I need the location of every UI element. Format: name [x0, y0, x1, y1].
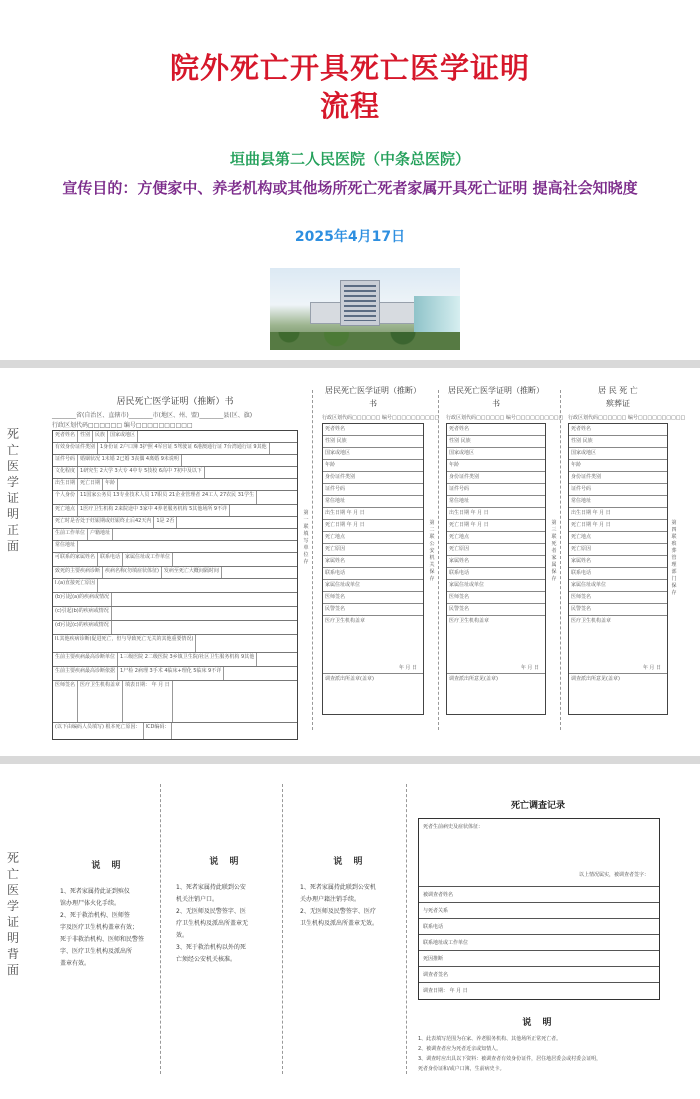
stub3-row — [447, 424, 545, 436]
survey-note-heading: 说 明 — [522, 1018, 556, 1028]
stub3-row-label: 出生日期 年 月 日 — [449, 510, 489, 516]
note-1-body — [60, 886, 156, 970]
stub4-row-label: 出生日期 年 月 日 — [571, 510, 611, 516]
main-form-row — [53, 517, 297, 529]
main-form-row — [53, 431, 297, 443]
stub2-row — [323, 616, 423, 674]
main-form-cell: II.其他疾病诊断(促进死亡，但与导致死亡无关的其他重要情况) — [55, 635, 196, 652]
note-line: 关办理户籍注销手续。 — [300, 896, 361, 903]
stub4-row — [569, 568, 667, 580]
main-form-row — [53, 593, 297, 607]
main-form-row — [53, 479, 297, 491]
perforation-line — [438, 390, 439, 730]
main-form-row — [53, 635, 297, 653]
stub4-row — [569, 436, 667, 448]
survey-history-sign: 以上情况属实，被调查者签字： — [578, 872, 649, 878]
main-form-code-line: 行政区划代码□□□□□□ 编号□□□□□□□□□□ — [52, 422, 193, 429]
survey-history-label: 死者生前病史及症状体征： — [423, 824, 484, 830]
stub3-row — [447, 484, 545, 496]
main-form-cell: 性别 — [80, 431, 93, 442]
main-form-cell: ICD编码： — [146, 723, 173, 739]
stub4-row-label: 调查派出所意见(盖章) — [571, 676, 620, 682]
main-form-row — [53, 505, 297, 517]
main-form-cell: 文化程度 — [55, 467, 78, 478]
main-form-cell: 发病至死亡大概间隔时间 — [164, 567, 222, 578]
note-line: 机关注销户口。 — [176, 896, 219, 903]
survey-row: 调查日期： 年 月 日 — [423, 988, 468, 994]
stub3-row — [447, 592, 545, 604]
gap-label-1: 第一联 填写单位存 — [303, 510, 309, 565]
purpose-text: 宣传目的：方便家中、养老机构或其他场所死亡死者家属开具死亡证明 提高社会知晓度 — [62, 179, 638, 197]
stub4-row-label: 身份证件类别 — [571, 474, 602, 480]
note-2 — [176, 856, 276, 966]
main-form-cell: 常住地址 — [55, 541, 78, 552]
stub3-row — [447, 580, 545, 592]
main-form-row — [53, 553, 297, 567]
main-form-title: 居民死亡医学证明（推断）书 — [116, 397, 234, 407]
stub4-row — [569, 532, 667, 544]
note-3-heading: 说 明 — [333, 857, 367, 867]
stub3-row-label: 证件号码 — [449, 486, 470, 492]
note-line: 效。 — [176, 932, 189, 939]
main-form-row — [53, 455, 297, 467]
main-form-cell: 有效身份证件类别 — [55, 443, 98, 454]
stub3-row — [447, 460, 545, 472]
stub4-row-label: 医师签名 — [571, 594, 592, 600]
stub4-row-label: 死者姓名 — [571, 426, 592, 432]
main-form-row — [53, 681, 297, 723]
main-form-row — [53, 607, 297, 621]
main-certificate-form — [52, 394, 298, 740]
note-line: 1、死者家属持此证到殡仪 — [60, 888, 130, 895]
note-line: 2、死于救治机构、医师签 — [60, 912, 130, 919]
stub2-row — [323, 556, 423, 568]
stub2-row — [323, 424, 423, 436]
perforation-line — [282, 784, 283, 1074]
stub3-row — [447, 448, 545, 460]
note-2-body — [176, 882, 276, 966]
stub3-title: 居民死亡医学证明（推断）书 — [448, 386, 544, 408]
stub3-row-label: 性别 民族 — [449, 438, 471, 444]
hospital-photo — [270, 268, 460, 350]
survey-note-line: 3、调查时应出具以下资料：被调查者有效身份证件，居住地居委会或村委会证明， — [418, 1056, 602, 1062]
main-form-cell: 11国家公务员 13专业技术人员 17职员 21企业管理者 24工人 27农民 31学生 — [80, 491, 257, 504]
note-line: 2、无医师及民警签字、医疗 — [300, 908, 376, 915]
main-form-cell: 1研究生 2大学 3大专 4中专 5技校 6高中 7初中及以下 — [80, 467, 205, 478]
stub3-row-label: 家属姓名 — [449, 558, 470, 564]
header — [0, 0, 700, 362]
stub3-row — [447, 556, 545, 568]
perforation-line — [406, 784, 407, 1074]
stub3-meta: 行政区划代码□□□□□□ 编号□□□□□□□□□□ — [446, 415, 564, 421]
stub2-row — [323, 592, 423, 604]
survey-row: 死因推断 — [419, 951, 659, 967]
stub2-row-label: 年龄 — [325, 462, 336, 468]
main-form-cell: 疾病名称(勿填症状体征) — [105, 567, 162, 578]
main-form-cell: 1身份证 2户口簿 3护照 4军官证 5驾驶证 6港澳通行证 7台湾通行证 9其他 — [100, 443, 270, 454]
stub3-row-label: 死亡原因 — [449, 546, 470, 552]
note-line: 2、无医师及民警签字、医 — [176, 908, 246, 915]
stub2-row-label: 医疗卫生机构盖章 — [325, 618, 366, 624]
main-form-row — [53, 491, 297, 505]
certificate-back — [0, 764, 700, 1099]
stub2-row-label: 家属姓名 — [325, 558, 346, 564]
survey-title: 死亡调查记录 — [510, 801, 565, 811]
stub3-row — [447, 616, 545, 674]
stub4-title: 居 民 死 亡 — [598, 386, 638, 395]
stub2-row-label: 性别 民族 — [325, 438, 347, 444]
stub2-title: 居民死亡医学证明（推断）书 — [325, 386, 421, 408]
main-form-grid — [52, 430, 298, 740]
stub2-row-label: 身份证件类别 — [325, 474, 356, 480]
main-form-cell: 婚姻状况 1未婚 2已婚 3丧偶 4离婚 9未说明 — [80, 455, 182, 466]
stub3-row — [447, 532, 545, 544]
stub4-row — [569, 508, 667, 520]
stub2-row — [323, 496, 423, 508]
stub2-row-label: 民警签名 — [325, 606, 346, 612]
main-form-row — [53, 579, 297, 593]
stub3-row-label: 死亡地点 — [449, 534, 470, 540]
stub2-row — [323, 484, 423, 496]
survey-note-body — [418, 1034, 660, 1074]
stub2-row — [323, 508, 423, 520]
gap-label-2: 第二联 公安机关保存 — [429, 520, 435, 582]
stub4-row-label: 性别 民族 — [571, 438, 593, 444]
stub4-row — [569, 472, 667, 484]
stub3-row-label: 联系电话 — [449, 570, 470, 576]
main-form-row — [53, 723, 297, 739]
stub2-row-label: 死者姓名 — [325, 426, 346, 432]
stub2-row-label: 死亡日期 年 月 日 — [325, 522, 365, 528]
perforation-line — [560, 390, 561, 730]
main-form-cell: 死者姓名 — [55, 431, 78, 442]
main-form-cell: 个人身份 — [55, 491, 78, 504]
main-form-cell: 生前主要疾病最高诊断依据 — [55, 667, 118, 680]
stub2-row — [323, 520, 423, 532]
stub3-row — [447, 604, 545, 616]
hospital-name: 垣曲县第二人民医院（中条总医院） — [229, 150, 470, 168]
stub3-row — [447, 496, 545, 508]
stub3-row — [447, 508, 545, 520]
note-line: 1、死者家属持此联到公安机 — [300, 884, 376, 891]
main-form-region-line: ________省(自治区、直辖市)________市(地区、州、盟)________县(区、旗) — [52, 412, 253, 419]
note-line: 亡须经公安机关核准。 — [176, 956, 237, 963]
main-form-row — [53, 653, 297, 667]
stub4-row-label: 死亡原因 — [571, 546, 592, 552]
perforation-line — [160, 784, 161, 1074]
stub2-row — [323, 436, 423, 448]
main-form-row — [53, 443, 297, 455]
stub2-row — [323, 568, 423, 580]
note-3-body — [300, 882, 400, 930]
stub4-row-label: 证件号码 — [571, 486, 592, 492]
stub4-row-label: 民警签名 — [571, 606, 592, 612]
survey-row: 联系地址或工作单位 — [419, 935, 659, 951]
survey-row: 联系电话 — [419, 919, 659, 935]
stub2-row — [323, 448, 423, 460]
main-form-cell: (b)引起(a)的疾病或情况 — [55, 593, 112, 606]
note-line: 字及医疗卫生机构盖章有效； — [60, 924, 139, 931]
stub4-row-label: 医疗卫生机构盖章 — [571, 618, 612, 624]
building-tower — [340, 280, 380, 326]
stub2-row — [323, 544, 423, 556]
stub3-row — [447, 674, 545, 714]
survey-note-line: 2、被调查者应为死者近亲或知情人。 — [418, 1046, 502, 1052]
stub2-row — [323, 472, 423, 484]
stub2-sign-date: 年 月 日 — [398, 665, 417, 671]
main-form-cell: 死亡时是否处于妊娠期或妊娠终止后42天内 — [55, 517, 154, 528]
survey-row: 调查者签名 — [419, 967, 659, 983]
survey-note — [418, 1018, 660, 1074]
note-2-heading: 说 明 — [209, 857, 243, 867]
stub3-row — [447, 568, 545, 580]
perforation-line — [312, 390, 313, 730]
stub2-row-label: 死亡地点 — [325, 534, 346, 540]
stub4-row-label: 家属住址或单位 — [571, 582, 607, 588]
stub3-sign-date: 年 月 日 — [520, 665, 539, 671]
stub4-row — [569, 448, 667, 460]
stub3-row-label: 医疗卫生机构盖章 — [449, 618, 490, 624]
main-form-row — [53, 529, 297, 541]
main-form-cell: 国家或地区 — [110, 431, 138, 442]
stub4-row — [569, 424, 667, 436]
stub4-row-label: 家属姓名 — [571, 558, 592, 564]
main-form-cell: 生前工作单位 — [55, 529, 88, 540]
stub4-row — [569, 556, 667, 568]
stub2-grid — [322, 423, 424, 715]
side-label-front: 死亡医学证明 正面 — [6, 427, 19, 553]
main-form-row — [53, 667, 297, 681]
survey-row: 与死者关系 — [419, 903, 659, 919]
section-divider — [0, 360, 700, 368]
note-line: 疗卫生机构及派出所盖章无 — [176, 920, 249, 927]
main-form-cell: 户籍地址 — [90, 529, 113, 540]
section-divider — [0, 756, 700, 764]
survey-table — [418, 818, 660, 1000]
stub4-sign-date: 年 月 日 — [642, 665, 661, 671]
stub3-row-label: 身份证件类别 — [449, 474, 480, 480]
stub2-row — [323, 604, 423, 616]
stub4-row — [569, 674, 667, 714]
main-form-row — [53, 567, 297, 579]
stub4-row — [569, 520, 667, 532]
stub4-row-label: 年龄 — [571, 462, 582, 468]
main-form-cell: 1是 2否 — [156, 517, 177, 528]
main-form-cell: (c)引起(b)的疾病或情况 — [55, 607, 112, 620]
stub2-row-label: 调查派出所盖章(盖章) — [325, 676, 374, 682]
stub2-row-label: 死亡原因 — [325, 546, 346, 552]
stub3-grid — [446, 423, 546, 715]
page-title-line2: 流程 — [319, 89, 380, 123]
stub3-row-label: 民警签名 — [449, 606, 470, 612]
main-form-cell: 年龄 — [105, 479, 118, 490]
note-line: 死于非救治机构、医师和民警签 — [60, 936, 145, 943]
stub4-row — [569, 604, 667, 616]
gap-label-3: 第三联 死者家属保存 — [551, 520, 557, 582]
note-line: 3、死于救治机构以外的死 — [176, 944, 246, 951]
stub4-row — [569, 460, 667, 472]
main-form-cell: I.(a)直接死亡原因 — [55, 579, 98, 592]
stub3-row-label: 调查派出所意见(盖章) — [449, 676, 498, 682]
gap-label-4: 第四联 殡葬管理部门保存 — [671, 520, 677, 596]
stub4-row-label: 常住地址 — [571, 498, 592, 504]
stub2-row-label: 国家或地区 — [325, 450, 351, 456]
stub3-row-label: 死亡日期 年 月 日 — [449, 522, 489, 528]
stub4-meta: 行政区划代码□□□□□□ 编号□□□□□□□□□□ — [568, 415, 686, 421]
stub4-grid — [568, 423, 668, 715]
stub2-row-label: 联系电话 — [325, 570, 346, 576]
stub4-row-label: 联系电话 — [571, 570, 592, 576]
survey-row: 被调查者姓名 — [419, 887, 659, 903]
stub2-row-label: 常住地址 — [325, 498, 346, 504]
stub3-row-label: 年龄 — [449, 462, 460, 468]
note-3 — [300, 856, 400, 930]
main-form-row — [53, 467, 297, 479]
survey-note-line: 死者身份证和/或户口簿，生前病史卡。 — [418, 1066, 505, 1072]
main-form-cell: 医师签名 — [55, 681, 78, 722]
stub2-row — [323, 532, 423, 544]
note-1 — [60, 860, 156, 970]
stub2-row-label: 出生日期 年 月 日 — [325, 510, 365, 516]
note-line: 馆办理尸体火化手续。 — [60, 900, 121, 907]
side-label-back: 死亡医学证明 背面 — [6, 851, 19, 977]
stub4-row-label: 国家或地区 — [571, 450, 597, 456]
stub3-row — [447, 472, 545, 484]
main-form-cell: 1三级医院 2二级医院 3乡镇卫生院/社区卫生服务机构 9其他 — [120, 653, 257, 666]
note-line: 1、死者家属持此联到公安 — [176, 884, 246, 891]
stub2-row-label: 医师签名 — [325, 594, 346, 600]
stub2-meta: 行政区划代码□□□□□□ 编号□□□□□□□□□□ — [322, 415, 440, 421]
stub3-row — [447, 544, 545, 556]
stub4-row — [569, 592, 667, 604]
note-line: 字、医疗卫生机构及派出所 — [60, 948, 133, 955]
main-form-cell: 家属住址或工作单位 — [125, 553, 173, 566]
main-form-row — [53, 621, 297, 635]
page-title: 院外死亡开具死亡医学证明 — [169, 51, 530, 85]
stub4-row — [569, 580, 667, 592]
note-line: 卫生机构及派出所盖章无效。 — [300, 920, 379, 927]
main-form-row — [53, 541, 297, 553]
stub2-row — [323, 460, 423, 472]
main-form-cell: 可联系的家属姓名 — [55, 553, 98, 566]
stub3-row-label: 医师签名 — [449, 594, 470, 600]
main-form-cell: 联系电话 — [100, 553, 123, 566]
survey-history-row — [419, 819, 659, 887]
stub4-row-label: 死亡日期 年 月 日 — [571, 522, 611, 528]
stub3-row-label: 家属住址或单位 — [449, 582, 485, 588]
main-form-cell: 致死的主要疾病诊断 — [55, 567, 103, 578]
certificate-front — [0, 370, 700, 756]
main-form-cell: 死亡地点 — [55, 505, 78, 516]
stub4-row — [569, 544, 667, 556]
main-form-cell: 填表日期： 年 月 日 — [125, 681, 173, 722]
main-form-cell: 出生日期 — [55, 479, 78, 490]
stub2-row — [323, 580, 423, 592]
stub2-row — [323, 674, 423, 714]
main-form-cell: (以下由编码人员填写) 根本死亡原因： — [55, 723, 144, 739]
publish-date: 2025年4月17日 — [294, 229, 406, 245]
main-form-cell: 1尸检 2病理 3手术 4临床+理化 5临床 9不详 — [120, 667, 224, 680]
stub3-row-label: 死者姓名 — [449, 426, 470, 432]
main-form-cell: 1医疗卫生机构 2来院途中 3家中 4养老服务机构 5其他场所 9不详 — [80, 505, 230, 516]
stub3-row — [447, 436, 545, 448]
stub3-row-label: 国家或地区 — [449, 450, 475, 456]
stub2-row-label: 证件号码 — [325, 486, 346, 492]
note-1-heading: 说 明 — [91, 861, 125, 871]
main-form-cell: 民族 — [95, 431, 108, 442]
main-form-cell: (d)引起(c)的疾病或情况 — [55, 621, 112, 634]
survey-note-line: 1、此表填写范围为在家、养老服务机构、其他场所正常死亡者。 — [418, 1036, 562, 1042]
stub3-row-label: 常住地址 — [449, 498, 470, 504]
note-line: 盖章有效。 — [60, 960, 91, 967]
stub4-subtitle: 殡葬证 — [606, 399, 630, 408]
main-form-cell: 生前主要疾病最高诊断单位 — [55, 653, 118, 666]
stub4-row — [569, 496, 667, 508]
stub2-row-label: 家属住址或单位 — [325, 582, 361, 588]
trees — [270, 332, 460, 350]
stub4-row — [569, 616, 667, 674]
main-form-cell: 证件号码 — [55, 455, 78, 466]
stub3-row — [447, 520, 545, 532]
stub4-row-label: 死亡地点 — [571, 534, 592, 540]
stub4-row — [569, 484, 667, 496]
main-form-cell: 医疗卫生机构盖章 — [80, 681, 123, 722]
main-form-cell: 死亡日期 — [80, 479, 103, 490]
